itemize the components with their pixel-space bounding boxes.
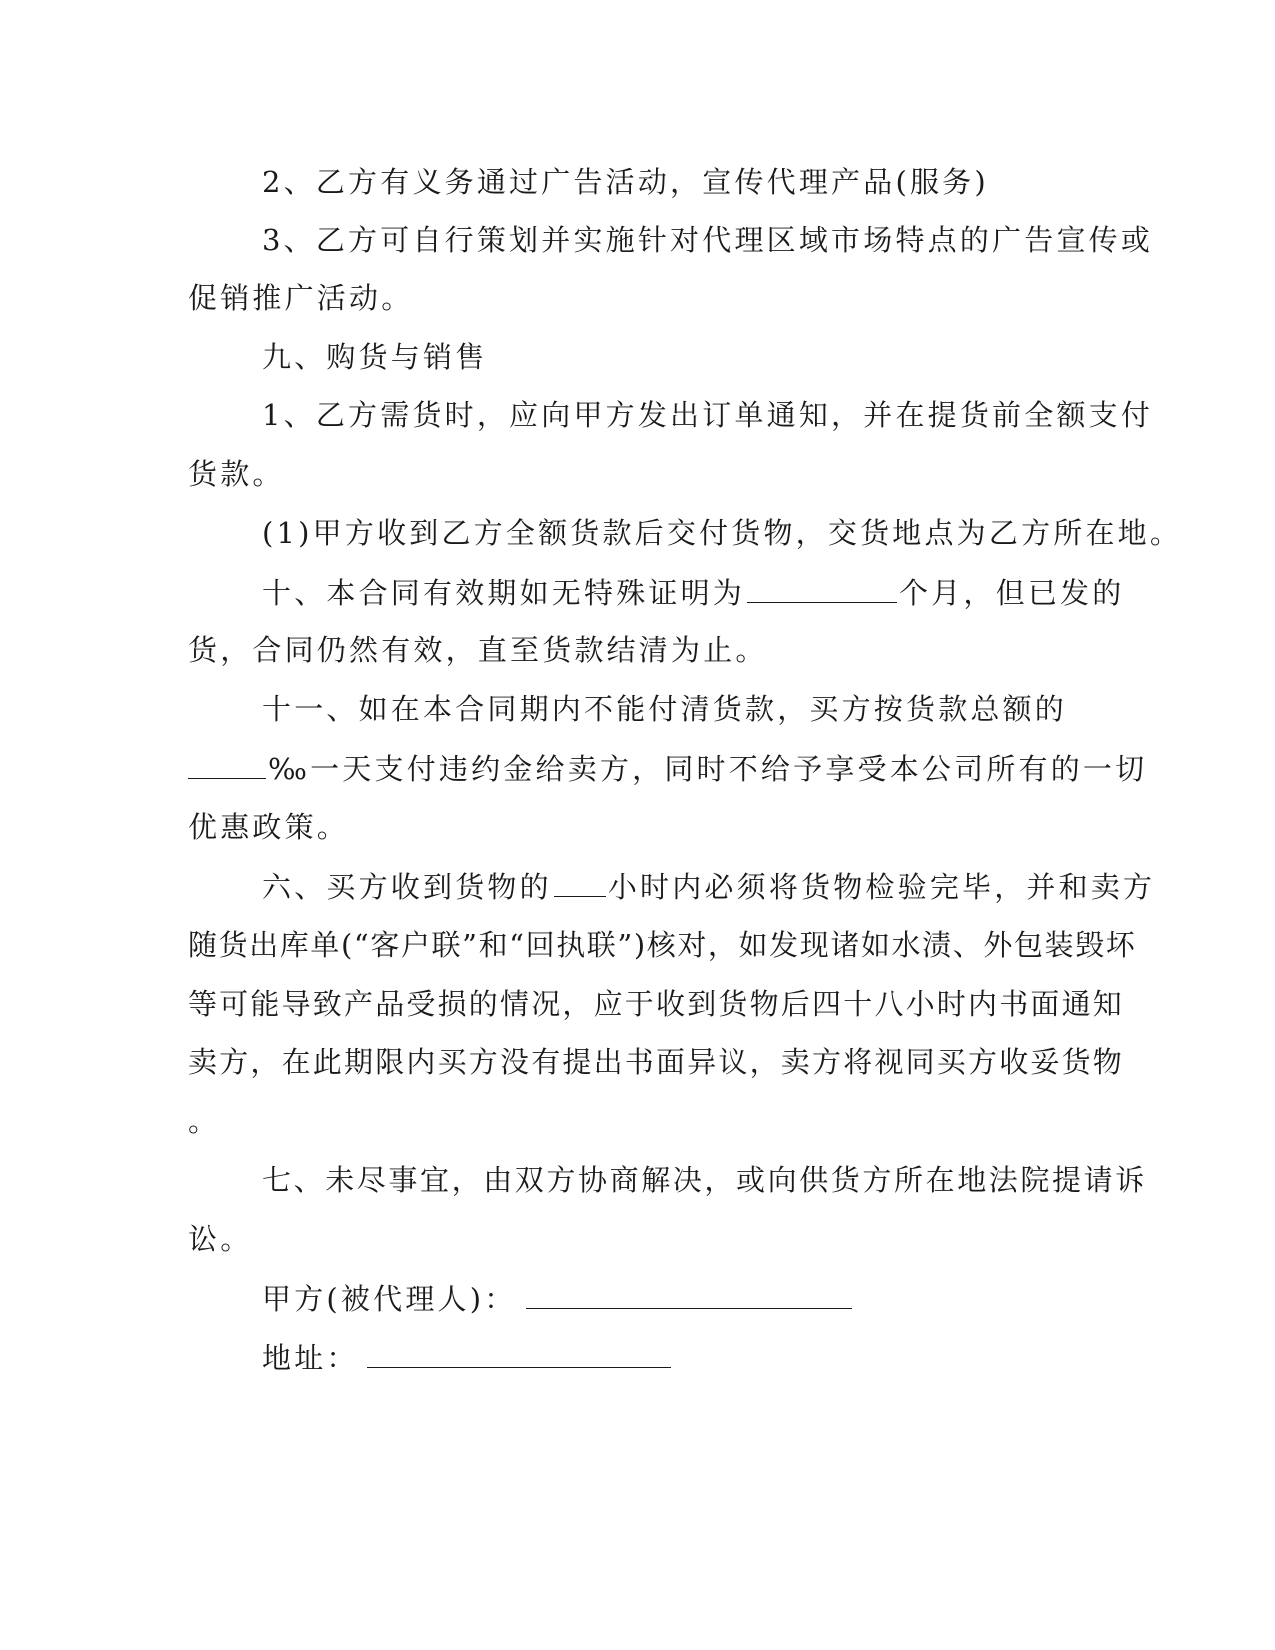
fill-blank-hours[interactable] (554, 866, 606, 897)
paragraph-line: 1、乙方需货时，应向甲方发出订单通知，并在提货前全额支付 (262, 398, 1154, 432)
paragraph-line: 优惠政策。 (188, 810, 350, 844)
line-text: 十、本合同有效期如无特殊证明为 (262, 576, 746, 610)
address-line (262, 1337, 673, 1378)
paragraph-line: 卖方，在此期限内买方没有提出书面异议，卖方将视同买方收妥货物 (188, 1045, 1125, 1079)
signature-line-party-a (262, 1278, 854, 1319)
paragraph-line: 讼。 (188, 1222, 253, 1256)
fill-blank-penalty-rate[interactable] (188, 748, 266, 779)
signature-label: 甲方(被代理人)： (262, 1282, 517, 1316)
paragraph-line (188, 748, 1147, 789)
address-field[interactable] (367, 1337, 671, 1368)
paragraph-line: 等可能导致产品受损的情况，应于收到货物后四十八小时内书面通知 (188, 987, 1125, 1021)
line-text: 个月，但已发的 (899, 576, 1125, 610)
paragraph-line (262, 866, 1155, 907)
line-text: 六、买方收到货物的 (262, 870, 552, 904)
paragraph-line: 十一、如在本合同期内不能付清货款，买方按货款总额的 (262, 692, 1068, 726)
paragraph-line: 货款。 (188, 457, 285, 491)
line-text: ‰一天支付违约金给卖方，同时不给予享受本公司所有的一切 (268, 752, 1148, 786)
paragraph-line (262, 572, 1124, 613)
line-text: 小时内必须将货物检验完毕，并和卖方 (607, 870, 1156, 904)
section-heading: 九、购货与销售 (262, 340, 488, 374)
paragraph-line: 。 (188, 1104, 221, 1138)
paragraph-line: 2、乙方有义务通过广告活动，宣传代理产品(服务) (262, 165, 989, 199)
fill-blank-months[interactable] (747, 572, 897, 603)
paragraph-line: 促销推广活动。 (188, 281, 414, 315)
paragraph-line: 货，合同仍然有效，直至货款结清为止。 (188, 633, 768, 667)
paragraph-line: (1)甲方收到乙方全额货款后交付货物，交货地点为乙方所在地。 (262, 516, 1183, 550)
paragraph-line: 随货出库单(“客户联”和“回执联”)核对，如发现诸如水渍、外包装毁坏 (188, 928, 1137, 962)
party-a-name-field[interactable] (526, 1278, 852, 1309)
address-label: 地址： (262, 1341, 359, 1375)
paragraph-line: 3、乙方可自行策划并实施针对代理区域市场特点的广告宣传或 (262, 223, 1154, 257)
paragraph-line: 七、未尽事宜，由双方协商解决，或向供货方所在地法院提请诉 (262, 1163, 1147, 1197)
